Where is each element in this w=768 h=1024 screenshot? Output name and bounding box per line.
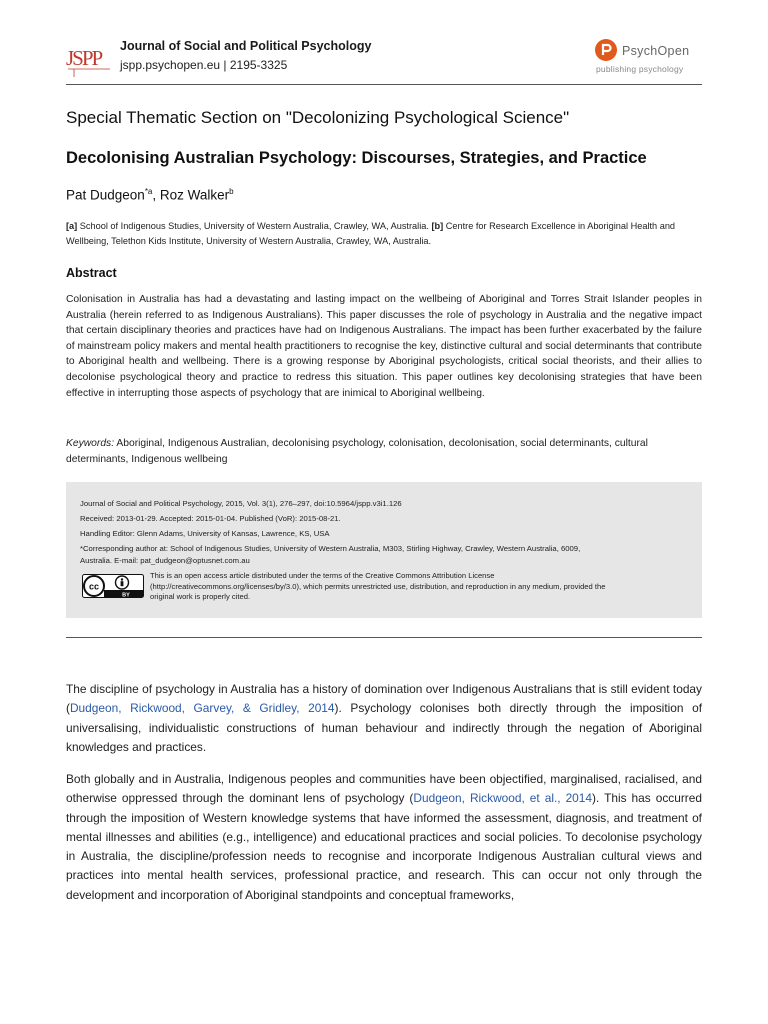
license-line: original work is properly cited. <box>150 592 251 602</box>
license-line: This is an open access article distributed under the terms of the Creative Commons Attribution License <box>150 571 495 580</box>
abstract-text: Colonisation in Australia has had a devastating and lasting impact on the wellbeing of Aboriginal and Torres Strait Islander peoples in Australia (herein referred to as Indigenous Australians). This paper discusses the role of psychology in Australia and the negative impact that certain disciplinary theories and practices have had on Indigenous Australians. The impact has been further exacerbated by the failure of mainstream policy makers and mental health practitioners to recognise the key, distinctive cultural and social determinants that contribute to Aboriginal health and wellbeing. There is a growing response by Aboriginal psychologists, critical social theorists, and their allies to decolonise psychological theory and practice to redress this situation. This paper outlines key decolonising strategies that have been effective in interrupting those aspects of psychology that are inimical to Aboriginal wellbeing. <box>66 294 702 399</box>
affiliation-tag: [b] <box>431 221 444 231</box>
page-header <box>66 36 702 84</box>
svg-text:BY: BY <box>122 592 130 598</box>
cc-by-license-icon <box>82 574 144 598</box>
paragraph-text: ). This has occurred through the imposition of Western knowledge systems that have informed the assessment, diagnosis, and treatment of mental illnesses and abilities (e.g., intelligence) and educational practices and social policies. To decolonise psychology in Australia, the discipline/profession needs to recognise and incorporate Indigenous Australian cultural views and practices into mental health services, professional practice, and research. This can occur not only through the development and incorporation of Aboriginal standpoints and conceptual frameworks, <box>66 791 702 902</box>
dates-line: Received: 2013-01-29. Accepted: 2015-01-04. Published (VoR): 2015-08-21. <box>80 514 341 523</box>
publisher-name: PsychOpen <box>622 44 690 58</box>
section-title: Special Thematic Section on "Decolonizing Psychological Science" <box>66 108 570 127</box>
affiliation-tag: [a] <box>66 221 78 231</box>
corresponding-email-line: Australia. E-mail: pat_dudgeon@optusnet.com.au <box>80 556 250 565</box>
jspp-logo <box>66 38 112 78</box>
corresponding-author-line: *Corresponding author at: School of Indigenous Studies, University of Western Australia, M303, Stirling Highway, Crawley, Western Australia, 6009, <box>80 544 581 553</box>
keywords-label: Keywords: <box>66 438 115 449</box>
author-list <box>66 187 234 203</box>
citation-line: Journal of Social and Political Psychology, 2015, Vol. 3(1), 276–297, doi:10.5964/jspp.v3i1.126 <box>80 499 402 508</box>
citation-link[interactable]: Dudgeon, Rickwood, et al., 2014 <box>413 791 593 806</box>
keywords <box>66 436 702 467</box>
paragraph-text: ). Psychology colonises both directly through the imposition of universalising, individualistic constructions of human behaviour and indirectly through the negation of Aboriginal knowledges and practices. <box>66 701 702 754</box>
paragraph-text: Both globally and in Australia, Indigenous peoples and communities have been objectified, marginalised, racialised, and otherwise oppressed through the dominant lens of psychology ( <box>66 772 702 806</box>
affiliations <box>66 219 706 249</box>
affiliation-text: Centre for Research Excellence in Aboriginal Health and Wellbeing, Telethon Kids Institute, University of Western Australia, Crawley, WA, Australia. <box>66 221 676 246</box>
paper-title: Decolonising Australian Psychology: Discourses, Strategies, and Practice <box>66 149 647 167</box>
abstract-heading: Abstract <box>66 266 117 280</box>
author-separator: , <box>152 187 160 203</box>
header-divider <box>66 84 702 85</box>
author-mark: b <box>229 187 234 196</box>
citation-link[interactable]: Dudgeon, Rickwood, Garvey, & Gridley, 2014 <box>69 701 335 716</box>
author-name: Roz Walker <box>159 187 230 203</box>
journal-meta: jspp.psychopen.eu | 2195-3325 <box>120 58 288 72</box>
psychopen-logo <box>594 38 698 78</box>
journal-name: Journal of Social and Political Psychology <box>120 39 372 53</box>
jspp-logo-text: JSPP <box>66 46 102 70</box>
body-paragraph <box>66 680 702 757</box>
article-info-box <box>66 482 702 618</box>
affiliation-text: School of Indigenous Studies, University of Western Australia, Crawley, WA, Australia. <box>77 221 432 231</box>
license-text <box>150 571 690 603</box>
svg-text:cc: cc <box>88 581 100 592</box>
keywords-text: Aboriginal, Indigenous Australian, decolonising psychology, colonisation, decolonisation, social determinants, cultural determinants, Indigenous wellbeing <box>66 438 648 465</box>
publisher-tagline: publishing psychology <box>596 64 684 74</box>
body-paragraph <box>66 770 702 905</box>
license-line: (http://creativecommons.org/licenses/by/3.0), which permits unrestricted use, distribution, and reproduction in any medium, provided the <box>150 581 606 591</box>
author-name: Pat Dudgeon <box>66 187 145 203</box>
psychopen-icon <box>594 38 618 62</box>
section-divider <box>66 637 702 638</box>
author-mark: *a <box>144 187 153 196</box>
editor-line: Handling Editor: Glenn Adams, University of Kansas, Lawrence, KS, USA <box>80 529 330 538</box>
paragraph-text: The discipline of psychology in Australia has a history of domination over Indigenous Australians that is still evident today ( <box>66 682 702 716</box>
